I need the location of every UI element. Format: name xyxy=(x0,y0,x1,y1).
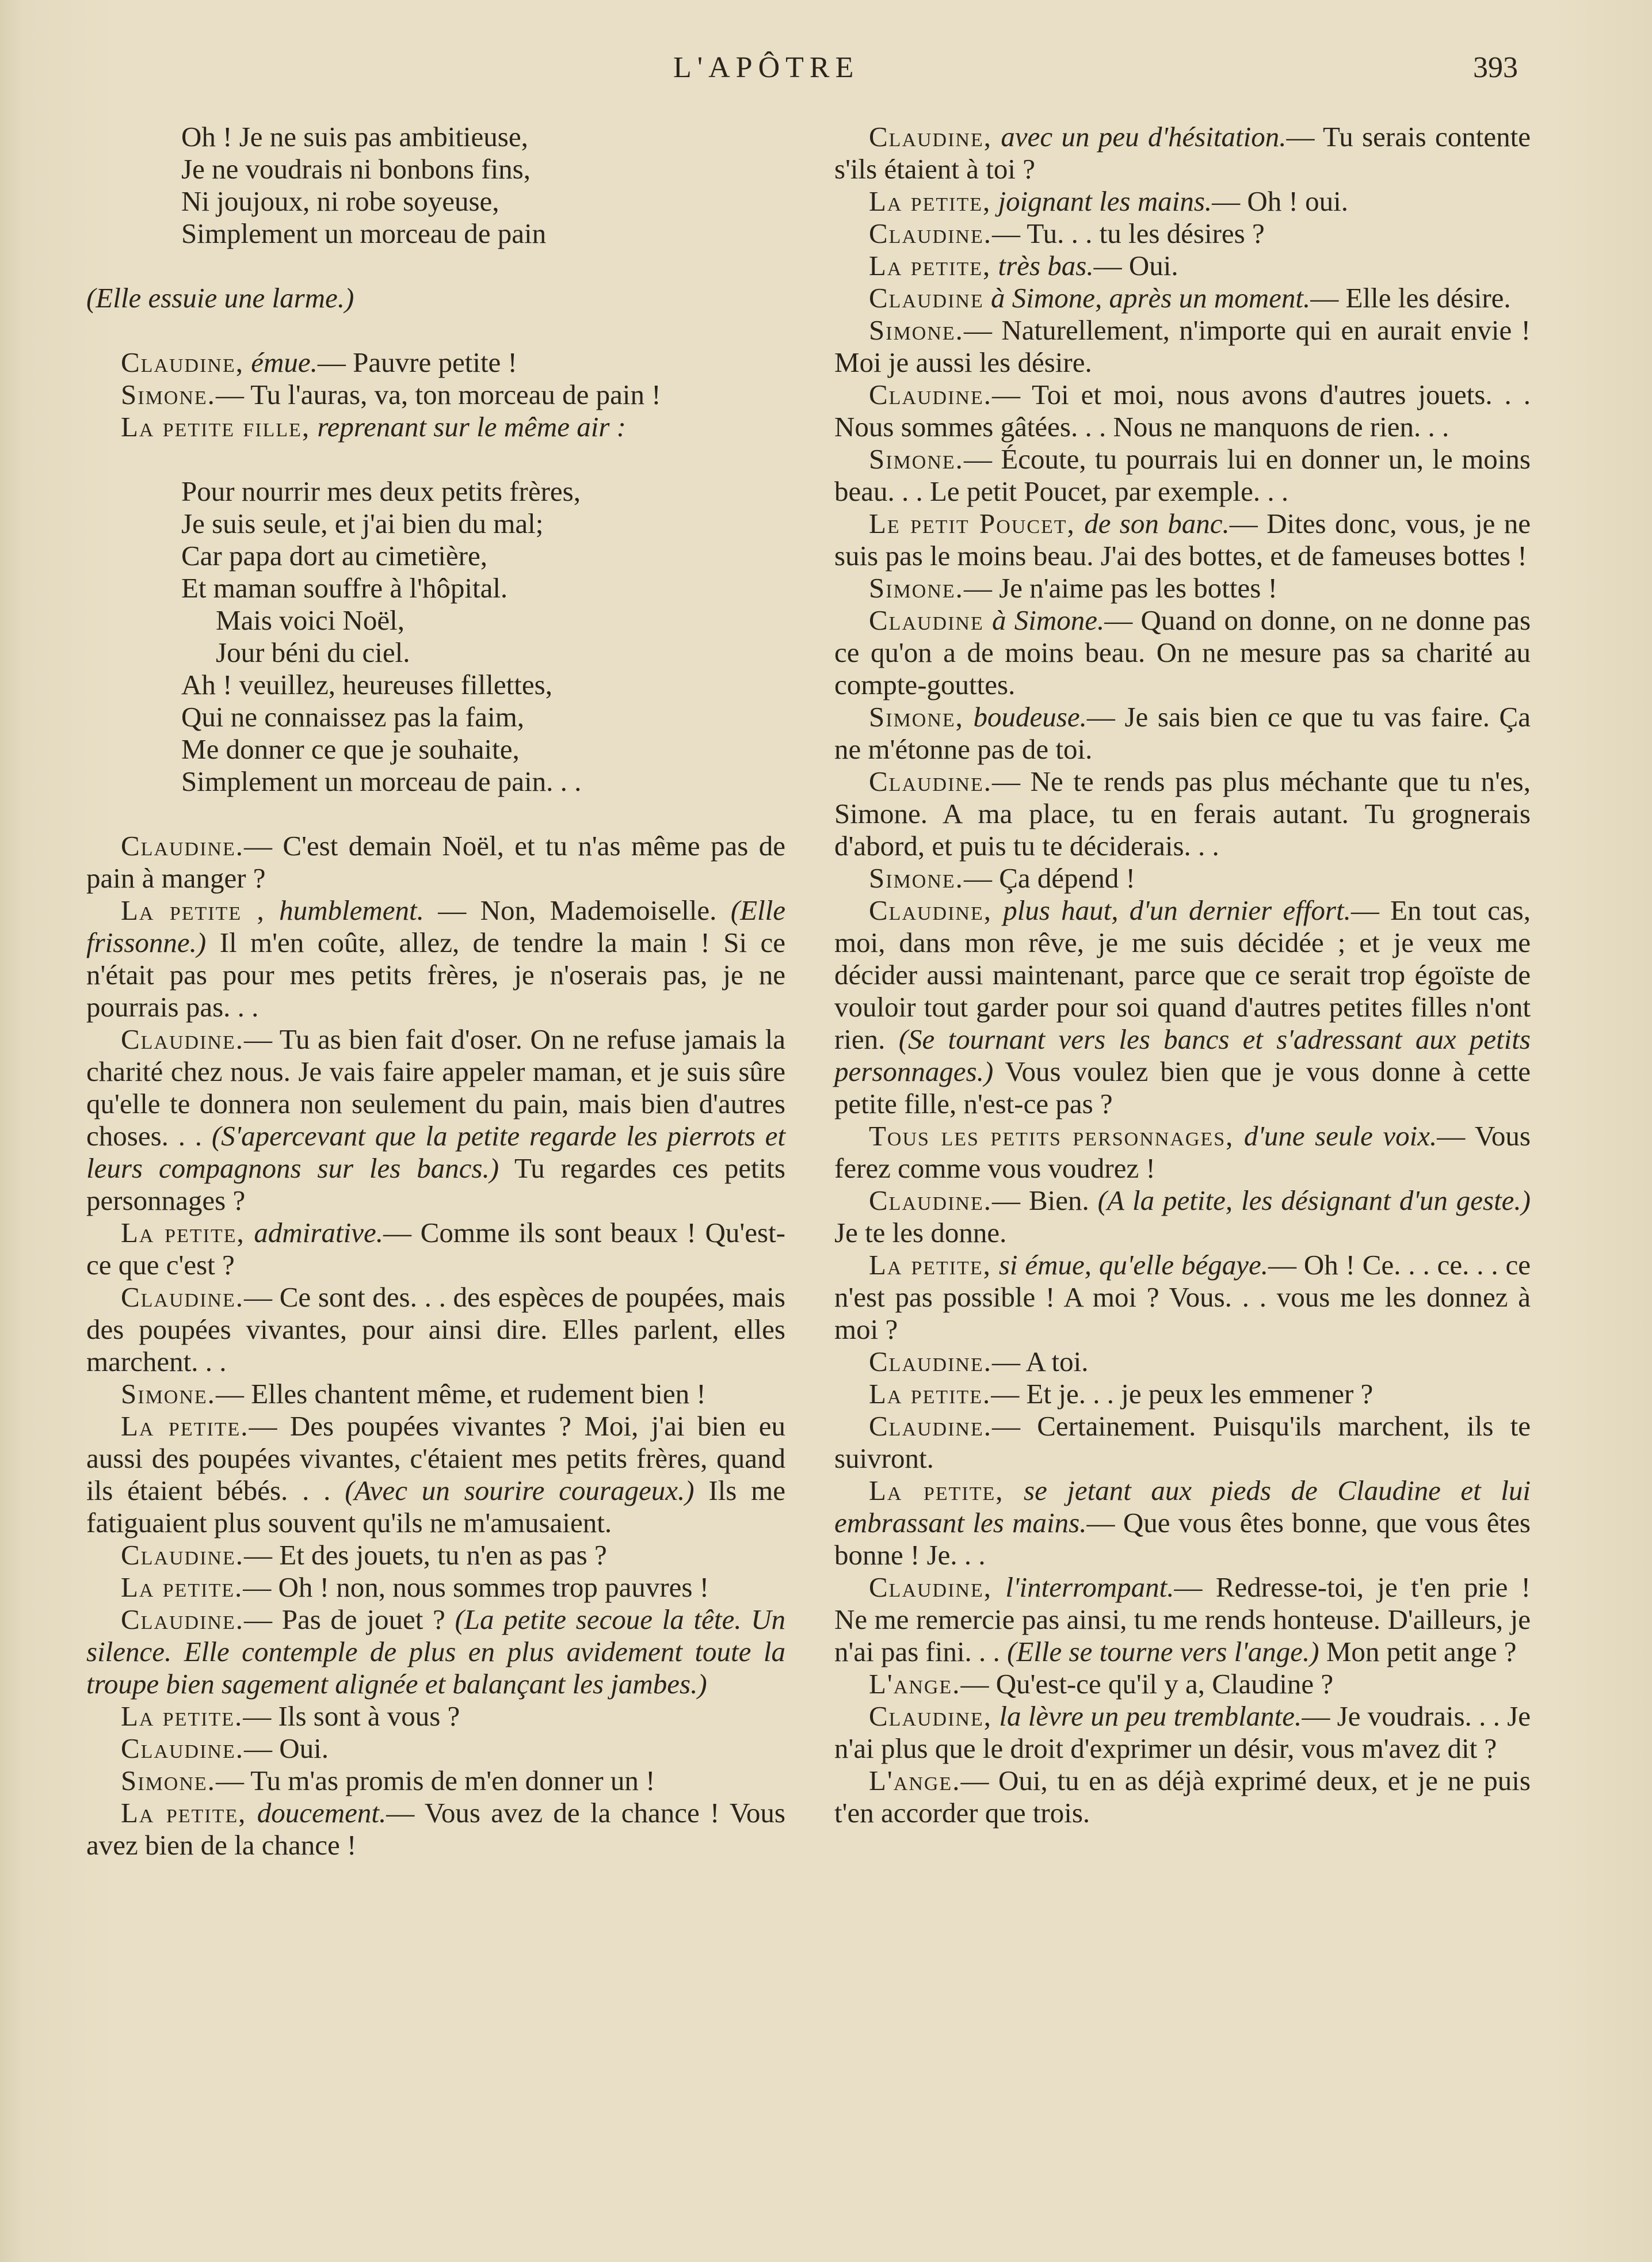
dialogue-paragraph xyxy=(86,1797,785,1861)
verse-line: Pour nourrir mes deux petits frères, xyxy=(181,475,581,507)
verse-line: Mais voici Noël, xyxy=(216,604,405,636)
speaker-name: Claudine. xyxy=(869,379,993,410)
verse-line: Simplement un morceau de pain xyxy=(181,218,547,249)
page-number: 393 xyxy=(1473,51,1518,84)
speaker-name: La petite fille, xyxy=(121,411,311,443)
speaker-name: La petite, xyxy=(869,250,991,281)
dialogue-text: — Qu'est-ce qu'il y a, Claudine ? xyxy=(960,1668,1334,1700)
verse-line: Je ne voudrais ni bonbons fins, xyxy=(181,153,531,185)
speaker-name: Claudine xyxy=(869,282,984,314)
stage-direction-inline: (S'apercevant que la petite regarde les pierrots et leurs compagnons sur les bancs.) xyxy=(86,1120,786,1184)
dialogue-paragraph xyxy=(834,1765,1531,1829)
dialogue-text: — Certainement. Puisqu'ils marchent, ils te suivront. xyxy=(834,1410,1531,1474)
dialogue-text: Je te les donne. xyxy=(834,1217,1007,1248)
dialogue-text: — Comme ils sont beaux ! Qu'est-ce que c'est ? xyxy=(86,1217,785,1281)
verse-stanza-1 xyxy=(181,121,785,250)
dialogue-paragraph xyxy=(834,862,1531,894)
speaker-name: La petite. xyxy=(121,1571,243,1603)
verse-line: Jour béni du ciel. xyxy=(216,637,410,668)
verse-line: Ah ! veuillez, heureuses fillettes, xyxy=(181,669,552,700)
speaker-name: La petite, xyxy=(869,1249,991,1281)
stage-direction-inline: l'interrompant. xyxy=(1005,1571,1174,1603)
stage-direction-inline: (Avec un sourire courageux.) xyxy=(345,1475,695,1506)
left-column xyxy=(86,121,785,1861)
stage-direction: (Elle essuie une larme.) xyxy=(86,282,354,314)
dialogue-paragraph xyxy=(86,346,785,379)
dialogue-paragraph xyxy=(834,185,1531,218)
dialogue-paragraph xyxy=(834,218,1531,250)
dialogue-paragraph xyxy=(86,1410,785,1539)
right-column xyxy=(834,121,1531,1829)
speaker-name: Simone. xyxy=(869,862,964,894)
speaker-name: La petite, xyxy=(121,1797,247,1829)
speaker-name: Claudine xyxy=(869,604,984,636)
dialogue-paragraph xyxy=(86,1217,785,1281)
dialogue-paragraph xyxy=(834,1185,1531,1249)
dialogue-text: — Oh ! oui. xyxy=(1212,185,1348,217)
speaker-name: Claudine. xyxy=(869,766,993,797)
stage-direction-inline: (Se tournant vers les bancs et s'adressant aux petits personnages.) xyxy=(834,1023,1531,1087)
dialogue-paragraph xyxy=(86,1023,785,1217)
dialogue-paragraph xyxy=(834,379,1531,443)
dialogue-text: — Je voudrais. . . Je n'ai plus que le droit d'exprimer un désir, vous m'avez dit ? xyxy=(834,1700,1531,1764)
dialogue-paragraph xyxy=(834,1249,1531,1346)
stage-direction-inline: reprenant sur le même air : xyxy=(317,411,626,443)
dialogue-text: — Et des jouets, tu n'en as pas ? xyxy=(244,1539,607,1571)
dialogue-paragraph xyxy=(86,1604,785,1700)
dialogue-paragraph xyxy=(834,1571,1531,1668)
dialogue-text: Mon petit ange ? xyxy=(1319,1636,1517,1667)
dialogue-text: — Ils sont à vous ? xyxy=(243,1700,460,1732)
verse-line: Me donner ce que je souhaite, xyxy=(181,733,520,765)
speaker-name: Simone. xyxy=(869,443,964,475)
stage-direction-inline: la lèvre un peu tremblante. xyxy=(999,1700,1302,1732)
dialogue-text: Il m'en coûte, allez, de tendre la main ! Si ce n'était pas pour mes petits frères, je n'oserais pas, je ne pourrais pas. . . xyxy=(86,927,785,1023)
dialogue-text: — Vous ferez comme vous voudrez ! xyxy=(834,1120,1531,1184)
dialogue-text: — Vous avez de la chance ! Vous avez bien de la chance ! xyxy=(86,1797,785,1861)
dialogue-text: — Ne te rends pas plus méchante que tu n'es, Simone. A ma place, tu en ferais autant. Tu grognerais d'abord, et puis tu te déciderais. . . xyxy=(834,766,1531,862)
stage-direction-inline: admirative. xyxy=(254,1217,383,1248)
speaker-name: La petite. xyxy=(869,1378,991,1410)
speaker-name: L'ange. xyxy=(869,1668,961,1700)
stage-direction-inline: si émue, qu'elle bégaye. xyxy=(998,1249,1268,1281)
verse-line: Car papa dort au cimetière, xyxy=(181,540,487,572)
dialogue-paragraph xyxy=(86,379,785,411)
dialogue-text: — Et je. . . je peux les emmener ? xyxy=(991,1378,1374,1410)
dialogue-paragraph xyxy=(86,1539,785,1571)
dialogue-paragraph xyxy=(86,1700,785,1732)
page-header xyxy=(0,51,1652,91)
dialogue-text: — Elles chantent même, et rudement bien ! xyxy=(215,1378,706,1410)
verse-line: Et maman souffre à l'hôpital. xyxy=(181,572,508,604)
dialogue-text: — Tu l'auras, va, ton morceau de pain ! xyxy=(215,379,661,410)
speaker-name: Tous les petits personnages, xyxy=(869,1120,1234,1152)
stage-direction-inline: très bas. xyxy=(998,250,1094,281)
speaker-name: Simone. xyxy=(121,1378,216,1410)
dialogue-paragraph xyxy=(86,1765,785,1797)
dialogue-paragraph xyxy=(834,443,1531,508)
speaker-name: Claudine, xyxy=(869,1700,993,1732)
dialogue-text: — Quand on donne, on ne donne pas ce qu'on a de moins beau. On ne mesure pas sa charité au compte-gouttes. xyxy=(834,604,1531,700)
dialogue-text: — Oui. xyxy=(1093,250,1178,281)
dialogue-paragraph xyxy=(86,1732,785,1765)
dialogue-paragraph xyxy=(834,1346,1531,1378)
dialogue-paragraph xyxy=(834,250,1531,282)
stage-direction-inline: doucement. xyxy=(257,1797,387,1829)
dialogue-paragraph xyxy=(834,1410,1531,1475)
dialogue-paragraph xyxy=(86,894,785,1023)
dialogue-paragraph xyxy=(86,411,785,443)
speaker-name: La petite, xyxy=(869,1475,1004,1506)
stage-direction-inline: se jetant aux pieds de Claudine et lui embrassant les mains. xyxy=(834,1475,1531,1539)
stage-direction-inline: joignant les mains. xyxy=(998,185,1212,217)
speaker-name: Simone. xyxy=(121,379,216,410)
speaker-name: Claudine. xyxy=(869,1410,993,1442)
speaker-name: Claudine. xyxy=(121,1604,245,1635)
dialogue-paragraph xyxy=(834,572,1531,604)
stage-direction-inline: de son banc. xyxy=(1084,508,1230,539)
dialogue-text: Vous voulez bien que je vous donne à cette petite fille, n'est-ce pas ? xyxy=(834,1056,1531,1119)
dialogue-text: — Ce sont des. . . des espèces de poupées, mais des poupées vivantes, pour ainsi dire. Elles parlent, elles marchent. . . xyxy=(86,1281,785,1377)
dialogue-paragraph xyxy=(834,121,1531,185)
dialogue-text: — Des poupées vivantes ? Moi, j'ai bien eu aussi des poupées vivantes, c'étaient mes petits frères, quand ils étaient bébés. . . xyxy=(86,1410,785,1506)
verse-line: Oh ! Je ne suis pas ambitieuse, xyxy=(181,121,528,153)
running-title: L'APÔTRE xyxy=(673,51,860,84)
dialogue-text: — Dites donc, vous, je ne suis pas le moins beau. J'ai des bottes, et de fameuses bottes ! xyxy=(834,508,1531,572)
speaker-name: Claudine, xyxy=(869,121,993,153)
stage-direction-inline: (Elle se tourne vers l'ange.) xyxy=(1007,1636,1319,1667)
dialogue-paragraph xyxy=(834,604,1531,701)
dialogue-text: — Bien. xyxy=(992,1185,1098,1216)
speaker-name: Claudine, xyxy=(869,894,993,926)
stage-direction-inline: (A la petite, les désignant d'un geste.) xyxy=(1097,1185,1531,1216)
dialogue-paragraph xyxy=(834,1120,1531,1185)
stage-direction-inline: à Simone. xyxy=(992,604,1105,636)
dialogue-text: — Non, Mademoiselle. xyxy=(424,894,731,926)
dialogue-text: — Oui. xyxy=(244,1732,329,1764)
speaker-name: Claudine. xyxy=(869,1346,993,1377)
speaker-name: L'ange. xyxy=(869,1765,961,1796)
dialogue-text: — Écoute, tu pourrais lui en donner un, le moins beau. . . Le petit Poucet, par exemple. . . xyxy=(834,443,1531,507)
speaker-name: Simone. xyxy=(869,572,964,604)
dialogue-paragraph xyxy=(834,1668,1531,1700)
stage-direction-inline: boudeuse. xyxy=(973,701,1087,733)
stage-direction-inline: humblement. xyxy=(279,894,424,926)
dialogue-text: — Je n'aime pas les bottes ! xyxy=(963,572,1277,604)
verse-line: Simplement un morceau de pain. . . xyxy=(181,766,582,797)
dialogue-text: — Oui, tu en as déjà exprimé deux, et je ne puis t'en accorder que trois. xyxy=(834,1765,1531,1829)
stage-direction-inline: d'une seule voix. xyxy=(1243,1120,1437,1152)
dialogue-paragraph xyxy=(834,508,1531,572)
dialogue-paragraph xyxy=(834,894,1531,1120)
speaker-name: Claudine. xyxy=(869,1185,993,1216)
dialogue-paragraph xyxy=(834,314,1531,379)
dialogue-text: — Tu m'as promis de m'en donner un ! xyxy=(215,1765,655,1796)
dialogue-text: — Pauvre petite ! xyxy=(317,346,517,378)
speaker-name: Simone. xyxy=(869,314,964,346)
speaker-name: Claudine. xyxy=(121,830,245,862)
dialogue-text: — Tu as bien fait d'oser. On ne refuse jamais la charité chez nous. Je vais faire appeler maman, et je suis sûre qu'elle te donnera non seulement du pain, mais bien d'autres choses. . . xyxy=(86,1023,785,1152)
verse-stanza-2 xyxy=(181,475,785,798)
dialogue-paragraph xyxy=(834,282,1531,314)
speaker-name: La petite , xyxy=(121,894,265,926)
speaker-name: La petite. xyxy=(121,1410,249,1442)
dialogue-paragraph xyxy=(834,701,1531,766)
dialogue-text: — Redresse-toi, je t'en prie ! Ne me remercie pas ainsi, tu me rends honteuse. D'ailleurs, je n'ai pas fini. . . xyxy=(834,1571,1531,1667)
verse-line: Qui ne connaissez pas la faim, xyxy=(181,701,524,733)
dialogue-paragraph xyxy=(834,766,1531,862)
dialogue-paragraph xyxy=(86,1281,785,1378)
speaker-name: Claudine. xyxy=(121,1732,245,1764)
dialogue-text: — Je sais bien ce que tu vas faire. Ça ne m'étonne pas de toi. xyxy=(834,701,1531,765)
stage-direction-inline: à Simone, après un moment. xyxy=(991,282,1311,314)
verse-line: Ni joujoux, ni robe soyeuse, xyxy=(181,185,499,217)
speaker-name: Claudine, xyxy=(869,1571,993,1603)
dialogue-text: — A toi. xyxy=(992,1346,1089,1377)
speaker-name: Claudine. xyxy=(121,1023,245,1055)
speaker-name: Claudine. xyxy=(121,1539,245,1571)
stage-direction-inline: (Elle frissonne.) xyxy=(86,894,786,958)
dialogue-paragraph xyxy=(86,830,785,894)
dialogue-paragraph xyxy=(834,1475,1531,1571)
speaker-name: Claudine. xyxy=(869,218,993,249)
speaker-name: Simone, xyxy=(869,701,964,733)
speaker-name: Claudine, xyxy=(121,346,245,378)
dialogue-text: Ils me fatiguaient plus souvent qu'ils ne m'amusaient. xyxy=(86,1475,785,1539)
dialogue-text: — Elle les désire. xyxy=(1310,282,1511,314)
dialogue-paragraph xyxy=(834,1378,1531,1410)
dialogue-text: Tu regardes ces petits personnages ? xyxy=(86,1152,785,1216)
speaker-name: Claudine. xyxy=(121,1281,245,1313)
dialogue-paragraph xyxy=(86,1378,785,1410)
stage-direction-inline: plus haut, d'un dernier effort. xyxy=(1003,894,1351,926)
dialogue-text: — Toi et moi, nous avons d'autres jouets. . . Nous sommes gâtées. . . Nous ne manquons de rien. . . xyxy=(834,379,1531,443)
dialogue-text: — Oh ! non, nous sommes trop pauvres ! xyxy=(243,1571,709,1603)
speaker-name: Simone. xyxy=(121,1765,216,1796)
stage-direction-inline: émue. xyxy=(251,346,318,378)
dialogue-text: — Tu serais contente s'ils étaient à toi ? xyxy=(834,121,1531,185)
stage-direction-inline: (La petite secoue la tête. Un silence. Elle contemple de plus en plus avidement toute la troupe bien sagement alignée et balançant les jambes.) xyxy=(86,1604,786,1700)
dialogue-text: — C'est demain Noël, et tu n'as même pas de pain à manger ? xyxy=(86,830,785,894)
dialogue-text: — Pas de jouet ? xyxy=(244,1604,455,1635)
dialogue-text: — Que vous êtes bonne, que vous êtes bonne ! Je. . . xyxy=(834,1507,1531,1571)
speaker-name: La petite, xyxy=(869,185,991,217)
stage-direction-inline: avec un peu d'hésitation. xyxy=(1001,121,1287,153)
dialogue-paragraph xyxy=(86,1571,785,1604)
speaker-name: La petite, xyxy=(121,1217,245,1248)
dialogue-text: — Ça dépend ! xyxy=(963,862,1135,894)
dialogue-text: — Oh ! Ce. . . ce. . . ce n'est pas possible ! A moi ? Vous. . . vous me les donnez à moi ? xyxy=(834,1249,1531,1345)
speaker-name: Le petit Poucet, xyxy=(869,508,1075,539)
dialogue-text: — En tout cas, moi, dans mon rêve, je me suis décidée ; et je veux me décider aussi maintenant, parce que ce serait trop égoïste de vouloir tout garder pour soi quand d'autres petites filles n'ont rien. xyxy=(834,894,1531,1055)
dialogue-text: — Tu. . . tu les désires ? xyxy=(992,218,1265,249)
dialogue-paragraph xyxy=(834,1700,1531,1765)
verse-line: Je suis seule, et j'ai bien du mal; xyxy=(181,508,544,539)
dialogue-text: — Naturellement, n'importe qui en aurait envie ! Moi je aussi les désire. xyxy=(834,314,1531,378)
speaker-name: La petite. xyxy=(121,1700,243,1732)
